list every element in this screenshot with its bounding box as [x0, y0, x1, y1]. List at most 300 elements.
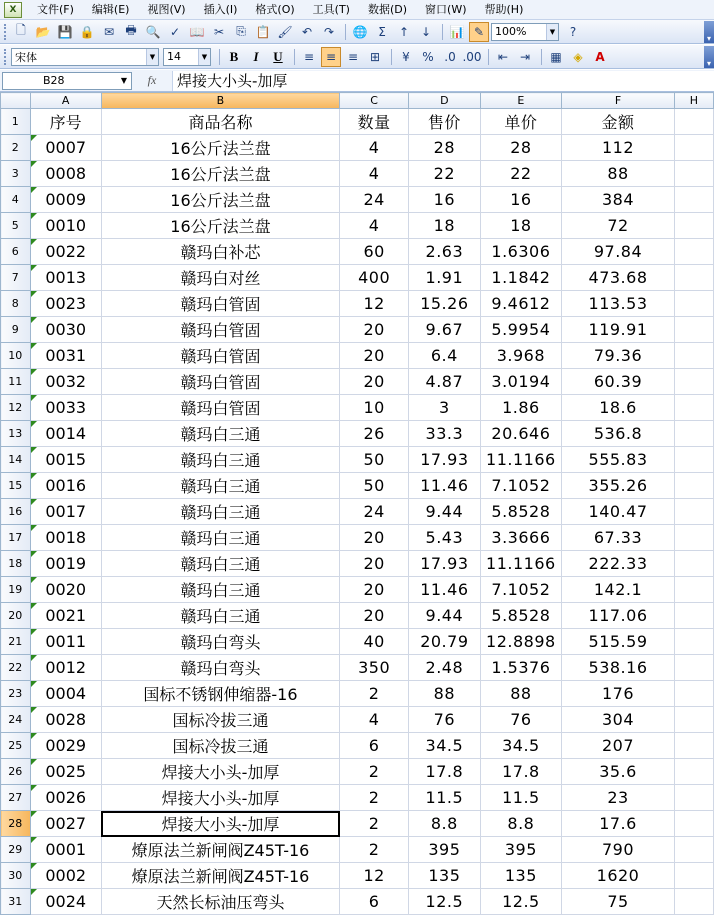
cell[interactable]: 0013: [30, 265, 101, 291]
cell[interactable]: 2.63: [409, 239, 480, 265]
cell[interactable]: 赣玛白三通: [101, 603, 339, 629]
cell[interactable]: 23: [562, 785, 675, 811]
cell[interactable]: 国标不锈钢伸缩器-16: [101, 681, 339, 707]
cell[interactable]: 135: [480, 863, 562, 889]
cell[interactable]: 0016: [30, 473, 101, 499]
cell[interactable]: 售价: [409, 109, 480, 135]
spelling-icon[interactable]: ✓: [169, 24, 181, 39]
cell[interactable]: 赣玛白三通: [101, 525, 339, 551]
cell[interactable]: [674, 187, 713, 213]
cell[interactable]: 20.79: [409, 629, 480, 655]
cell[interactable]: 15.26: [409, 291, 480, 317]
cell[interactable]: 20: [340, 369, 409, 395]
decrease-indent-icon[interactable]: ⇤: [497, 49, 509, 64]
toolbar-grip[interactable]: [4, 24, 7, 40]
cell[interactable]: 12.8898: [480, 629, 562, 655]
cell[interactable]: 0021: [30, 603, 101, 629]
cell[interactable]: 单价: [480, 109, 562, 135]
cell[interactable]: 0030: [30, 317, 101, 343]
cell[interactable]: [674, 343, 713, 369]
cell[interactable]: 97.84: [562, 239, 675, 265]
cell[interactable]: 6.4: [409, 343, 480, 369]
cell[interactable]: 79.36: [562, 343, 675, 369]
column-header[interactable]: E: [480, 93, 562, 109]
chevron-down-icon[interactable]: ▼: [198, 49, 210, 65]
cell[interactable]: 135: [409, 863, 480, 889]
row-header[interactable]: 27: [1, 785, 31, 811]
cell[interactable]: [674, 317, 713, 343]
cell[interactable]: 0020: [30, 577, 101, 603]
font-size-select[interactable]: [163, 48, 211, 66]
cell[interactable]: 18: [409, 213, 480, 239]
row-header[interactable]: 28: [1, 811, 31, 837]
cell[interactable]: 1.91: [409, 265, 480, 291]
cell[interactable]: 3: [409, 395, 480, 421]
excel-app-icon[interactable]: X: [4, 2, 22, 18]
cell[interactable]: 0008: [30, 161, 101, 187]
cell[interactable]: 0001: [30, 837, 101, 863]
cell[interactable]: 34.5: [409, 733, 480, 759]
print-icon[interactable]: 🖶: [125, 23, 137, 37]
cell[interactable]: [674, 733, 713, 759]
row-header[interactable]: 23: [1, 681, 31, 707]
redo-icon[interactable]: ↷: [323, 24, 335, 39]
cell[interactable]: 0025: [30, 759, 101, 785]
cell[interactable]: [674, 161, 713, 187]
italic-icon[interactable]: I: [253, 48, 259, 64]
cell[interactable]: 2.48: [409, 655, 480, 681]
cell[interactable]: 0009: [30, 187, 101, 213]
cell[interactable]: 20.646: [480, 421, 562, 447]
cell[interactable]: 17.93: [409, 447, 480, 473]
cell[interactable]: 140.47: [562, 499, 675, 525]
cell[interactable]: 2: [340, 837, 409, 863]
cell[interactable]: 1.6306: [480, 239, 562, 265]
row-header[interactable]: 19: [1, 577, 31, 603]
cell[interactable]: 395: [409, 837, 480, 863]
cell[interactable]: 11.46: [409, 473, 480, 499]
select-all-corner[interactable]: [1, 93, 31, 109]
cell[interactable]: 176: [562, 681, 675, 707]
cell[interactable]: 0010: [30, 213, 101, 239]
fill-color-icon[interactable]: ◈: [573, 49, 583, 64]
cell[interactable]: 117.06: [562, 603, 675, 629]
cell[interactable]: 0026: [30, 785, 101, 811]
cell[interactable]: 16公斤法兰盘: [101, 187, 339, 213]
cell[interactable]: 20: [340, 577, 409, 603]
zoom-select[interactable]: [491, 23, 559, 41]
row-header[interactable]: 20: [1, 603, 31, 629]
chart-wizard-icon[interactable]: 📊: [449, 24, 465, 39]
cell[interactable]: 0007: [30, 135, 101, 161]
cell[interactable]: [674, 291, 713, 317]
column-header[interactable]: H: [674, 93, 713, 109]
hyperlink-icon[interactable]: 🌐: [352, 24, 368, 39]
cell[interactable]: [674, 759, 713, 785]
cell[interactable]: 60.39: [562, 369, 675, 395]
cell[interactable]: 9.4612: [480, 291, 562, 317]
cell[interactable]: 国标冷拔三通: [101, 707, 339, 733]
cell[interactable]: 88: [480, 681, 562, 707]
cell[interactable]: 17.8: [480, 759, 562, 785]
bold-icon[interactable]: B: [229, 48, 239, 64]
menu-item[interactable]: 窗口(W): [425, 2, 467, 16]
cell[interactable]: 金额: [562, 109, 675, 135]
row-header[interactable]: 24: [1, 707, 31, 733]
cell[interactable]: 22: [480, 161, 562, 187]
cell[interactable]: 数量: [340, 109, 409, 135]
cell[interactable]: 536.8: [562, 421, 675, 447]
cell[interactable]: 4: [340, 707, 409, 733]
cell[interactable]: 4: [340, 135, 409, 161]
cell[interactable]: 0011: [30, 629, 101, 655]
cell[interactable]: 2: [340, 759, 409, 785]
menu-item[interactable]: 视图(V): [147, 2, 186, 16]
row-header[interactable]: 8: [1, 291, 31, 317]
cell[interactable]: [674, 629, 713, 655]
cell[interactable]: 4.87: [409, 369, 480, 395]
row-header[interactable]: 26: [1, 759, 31, 785]
cell[interactable]: [674, 785, 713, 811]
column-header[interactable]: F: [562, 93, 675, 109]
sort-descending-icon[interactable]: ↓: [420, 24, 432, 39]
cell[interactable]: 11.5: [480, 785, 562, 811]
cell[interactable]: 赣玛白管固: [101, 317, 339, 343]
cell[interactable]: 50: [340, 473, 409, 499]
cell[interactable]: 1.1842: [480, 265, 562, 291]
cell[interactable]: 赣玛白三通: [101, 551, 339, 577]
cell[interactable]: 燎原法兰新闸阀Z45T-16: [101, 863, 339, 889]
cell[interactable]: 3.968: [480, 343, 562, 369]
cell[interactable]: [674, 525, 713, 551]
cell[interactable]: [674, 421, 713, 447]
cell[interactable]: [674, 681, 713, 707]
cell[interactable]: 35.6: [562, 759, 675, 785]
insert-function-icon[interactable]: fx: [147, 73, 157, 87]
cell[interactable]: 焊接大小头-加厚: [101, 785, 339, 811]
align-right-icon[interactable]: ≡: [347, 49, 359, 64]
cell[interactable]: 5.8528: [480, 603, 562, 629]
cell[interactable]: 1.86: [480, 395, 562, 421]
row-header[interactable]: 4: [1, 187, 31, 213]
cell[interactable]: [674, 707, 713, 733]
cell[interactable]: [674, 135, 713, 161]
cell[interactable]: 75: [562, 889, 675, 915]
cell[interactable]: 16公斤法兰盘: [101, 135, 339, 161]
cell[interactable]: 焊接大小头-加厚: [101, 811, 339, 837]
cell[interactable]: 8.8: [480, 811, 562, 837]
cell[interactable]: 8.8: [409, 811, 480, 837]
row-header[interactable]: 21: [1, 629, 31, 655]
cell[interactable]: 76: [409, 707, 480, 733]
cell[interactable]: 88: [409, 681, 480, 707]
cell[interactable]: [674, 447, 713, 473]
cell[interactable]: 60: [340, 239, 409, 265]
cell[interactable]: 538.16: [562, 655, 675, 681]
cell[interactable]: 20: [340, 603, 409, 629]
cell[interactable]: 1.5376: [480, 655, 562, 681]
align-left-icon[interactable]: ≡: [303, 49, 315, 64]
row-header[interactable]: 29: [1, 837, 31, 863]
menu-item[interactable]: 帮助(H): [484, 2, 524, 16]
save-icon[interactable]: 💾: [57, 24, 73, 39]
cell[interactable]: 赣玛白补芯: [101, 239, 339, 265]
cell[interactable]: 0024: [30, 889, 101, 915]
cell[interactable]: 0031: [30, 343, 101, 369]
cell[interactable]: 72: [562, 213, 675, 239]
column-header[interactable]: A: [30, 93, 101, 109]
row-header[interactable]: 9: [1, 317, 31, 343]
cell[interactable]: 395: [480, 837, 562, 863]
cell[interactable]: 3.0194: [480, 369, 562, 395]
cell[interactable]: 序号: [30, 109, 101, 135]
cell[interactable]: 赣玛白弯头: [101, 629, 339, 655]
row-header[interactable]: 5: [1, 213, 31, 239]
undo-icon[interactable]: ↶: [301, 24, 313, 39]
cell[interactable]: [674, 863, 713, 889]
cell[interactable]: 33.3: [409, 421, 480, 447]
cell[interactable]: 40: [340, 629, 409, 655]
cell[interactable]: 赣玛白三通: [101, 421, 339, 447]
cell[interactable]: 赣玛白管固: [101, 291, 339, 317]
cell[interactable]: 26: [340, 421, 409, 447]
cell[interactable]: [674, 109, 713, 135]
cell[interactable]: 18: [480, 213, 562, 239]
row-header[interactable]: 6: [1, 239, 31, 265]
cell[interactable]: [674, 889, 713, 915]
row-header[interactable]: 10: [1, 343, 31, 369]
cell[interactable]: [674, 603, 713, 629]
cell[interactable]: 0002: [30, 863, 101, 889]
cell[interactable]: 67.33: [562, 525, 675, 551]
cell[interactable]: [674, 473, 713, 499]
cell[interactable]: 天然长标油压弯头: [101, 889, 339, 915]
cell[interactable]: 焊接大小头-加厚: [101, 759, 339, 785]
cell[interactable]: 10: [340, 395, 409, 421]
cell[interactable]: 11.5: [409, 785, 480, 811]
cell[interactable]: 9.44: [409, 603, 480, 629]
chevron-down-icon[interactable]: ▼: [120, 76, 128, 85]
cell[interactable]: 0028: [30, 707, 101, 733]
row-header[interactable]: 16: [1, 499, 31, 525]
currency-icon[interactable]: ¥: [402, 49, 410, 64]
cell[interactable]: 赣玛白三通: [101, 499, 339, 525]
cell[interactable]: 304: [562, 707, 675, 733]
cell[interactable]: 12: [340, 291, 409, 317]
cell[interactable]: 24: [340, 499, 409, 525]
cell[interactable]: 28: [409, 135, 480, 161]
cell[interactable]: 355.26: [562, 473, 675, 499]
cell[interactable]: 3.3666: [480, 525, 562, 551]
cell[interactable]: 9.44: [409, 499, 480, 525]
menu-item[interactable]: 编辑(E): [91, 2, 130, 16]
cell[interactable]: [674, 395, 713, 421]
cell[interactable]: 商品名称: [101, 109, 339, 135]
cell[interactable]: 赣玛白三通: [101, 577, 339, 603]
cell[interactable]: 20: [340, 343, 409, 369]
cell[interactable]: 2: [340, 811, 409, 837]
row-header[interactable]: 7: [1, 265, 31, 291]
paste-icon[interactable]: 📋: [255, 24, 271, 39]
cell[interactable]: 20: [340, 551, 409, 577]
cell[interactable]: 473.68: [562, 265, 675, 291]
cell[interactable]: [674, 811, 713, 837]
cell[interactable]: 0012: [30, 655, 101, 681]
menu-item[interactable]: 数据(D): [367, 2, 408, 16]
cell[interactable]: 0027: [30, 811, 101, 837]
cell[interactable]: 16公斤法兰盘: [101, 161, 339, 187]
cell[interactable]: 2: [340, 785, 409, 811]
cell[interactable]: 4: [340, 213, 409, 239]
cell[interactable]: 400: [340, 265, 409, 291]
cell[interactable]: [674, 655, 713, 681]
row-header[interactable]: 12: [1, 395, 31, 421]
row-header[interactable]: 11: [1, 369, 31, 395]
cell[interactable]: 12.5: [480, 889, 562, 915]
cell[interactable]: 0033: [30, 395, 101, 421]
cell[interactable]: 384: [562, 187, 675, 213]
cell[interactable]: 6: [340, 889, 409, 915]
open-folder-icon[interactable]: 📂: [35, 24, 51, 39]
cell[interactable]: 20: [340, 317, 409, 343]
row-header[interactable]: 17: [1, 525, 31, 551]
cell[interactable]: 赣玛白对丝: [101, 265, 339, 291]
cell[interactable]: 24: [340, 187, 409, 213]
research-icon[interactable]: 📖: [189, 24, 205, 39]
row-header[interactable]: 1: [1, 109, 31, 135]
cell[interactable]: 2: [340, 681, 409, 707]
toolbar-grip[interactable]: [4, 49, 7, 65]
decrease-decimal-icon[interactable]: .00: [462, 49, 482, 64]
cell[interactable]: 20: [340, 525, 409, 551]
row-header[interactable]: 3: [1, 161, 31, 187]
cell[interactable]: 0032: [30, 369, 101, 395]
cell[interactable]: [674, 239, 713, 265]
chevron-down-icon[interactable]: ▼: [146, 49, 158, 65]
align-center-icon[interactable]: ≡: [321, 47, 341, 67]
cell[interactable]: [674, 499, 713, 525]
cell[interactable]: 142.1: [562, 577, 675, 603]
toolbar-options-icon[interactable]: ▾: [704, 21, 714, 43]
row-header[interactable]: 2: [1, 135, 31, 161]
cell[interactable]: 0023: [30, 291, 101, 317]
cell[interactable]: 112: [562, 135, 675, 161]
cell[interactable]: 5.8528: [480, 499, 562, 525]
cell[interactable]: 16: [480, 187, 562, 213]
column-header[interactable]: C: [340, 93, 409, 109]
cell[interactable]: 119.91: [562, 317, 675, 343]
row-header[interactable]: 15: [1, 473, 31, 499]
cell[interactable]: 0004: [30, 681, 101, 707]
cell[interactable]: 16公斤法兰盘: [101, 213, 339, 239]
cell[interactable]: 7.1052: [480, 577, 562, 603]
row-header[interactable]: 22: [1, 655, 31, 681]
cell[interactable]: 16: [409, 187, 480, 213]
cell[interactable]: 0022: [30, 239, 101, 265]
menu-item[interactable]: 文件(F): [37, 2, 74, 16]
cell[interactable]: 11.1166: [480, 447, 562, 473]
cell[interactable]: 11.46: [409, 577, 480, 603]
row-header[interactable]: 18: [1, 551, 31, 577]
cell[interactable]: 17.8: [409, 759, 480, 785]
cell[interactable]: 7.1052: [480, 473, 562, 499]
menu-item[interactable]: 格式(O): [255, 2, 295, 16]
cell[interactable]: 赣玛白管固: [101, 395, 339, 421]
cell[interactable]: 28: [480, 135, 562, 161]
copy-icon[interactable]: ⎘: [236, 24, 246, 38]
name-box[interactable]: [2, 72, 132, 90]
cell[interactable]: 0014: [30, 421, 101, 447]
drawing-icon[interactable]: ✎: [469, 22, 489, 42]
cut-icon[interactable]: ✂: [213, 24, 225, 39]
cell[interactable]: 9.67: [409, 317, 480, 343]
cell[interactable]: 12: [340, 863, 409, 889]
print-preview-icon[interactable]: 🔍: [145, 24, 161, 39]
cell[interactable]: [674, 213, 713, 239]
email-icon[interactable]: ✉: [103, 24, 115, 39]
column-header[interactable]: B: [101, 93, 339, 109]
cell[interactable]: 34.5: [480, 733, 562, 759]
cell[interactable]: 12.5: [409, 889, 480, 915]
cell[interactable]: 赣玛白三通: [101, 473, 339, 499]
cell[interactable]: 赣玛白弯头: [101, 655, 339, 681]
cell[interactable]: [674, 369, 713, 395]
cell[interactable]: [674, 577, 713, 603]
cell[interactable]: 555.83: [562, 447, 675, 473]
cell[interactable]: 0029: [30, 733, 101, 759]
cell[interactable]: 1620: [562, 863, 675, 889]
cell[interactable]: 350: [340, 655, 409, 681]
merge-center-icon[interactable]: ⊞: [369, 49, 381, 64]
row-header[interactable]: 31: [1, 889, 31, 915]
row-header[interactable]: 13: [1, 421, 31, 447]
cell[interactable]: 17.93: [409, 551, 480, 577]
cell[interactable]: 0019: [30, 551, 101, 577]
cell[interactable]: 赣玛白三通: [101, 447, 339, 473]
borders-icon[interactable]: ▦: [550, 49, 562, 64]
chevron-down-icon[interactable]: ▼: [546, 24, 558, 40]
cell[interactable]: 790: [562, 837, 675, 863]
percent-button[interactable]: %: [422, 49, 434, 64]
cell[interactable]: 11.1166: [480, 551, 562, 577]
cell[interactable]: [674, 551, 713, 577]
cell[interactable]: 88: [562, 161, 675, 187]
cell[interactable]: 113.53: [562, 291, 675, 317]
column-header[interactable]: D: [409, 93, 480, 109]
cell[interactable]: 50: [340, 447, 409, 473]
sort-ascending-icon[interactable]: ↑: [398, 24, 410, 39]
help-icon[interactable]: ?: [569, 24, 577, 39]
menu-item[interactable]: 工具(T): [312, 2, 350, 16]
cell[interactable]: 17.6: [562, 811, 675, 837]
cell[interactable]: 5.43: [409, 525, 480, 551]
toolbar-options-icon[interactable]: ▾: [704, 46, 714, 68]
font-name-select[interactable]: [11, 48, 159, 66]
cell[interactable]: 0017: [30, 499, 101, 525]
cell[interactable]: 5.9954: [480, 317, 562, 343]
row-header[interactable]: 14: [1, 447, 31, 473]
cell[interactable]: 赣玛白管固: [101, 369, 339, 395]
cell[interactable]: 国标冷拔三通: [101, 733, 339, 759]
row-header[interactable]: 25: [1, 733, 31, 759]
cell[interactable]: 4: [340, 161, 409, 187]
cell[interactable]: 赣玛白管固: [101, 343, 339, 369]
formula-input[interactable]: 焊接大小头-加厚: [172, 71, 714, 91]
underline-icon[interactable]: U: [273, 48, 283, 64]
cell[interactable]: 0015: [30, 447, 101, 473]
increase-decimal-icon[interactable]: .0: [444, 49, 456, 64]
cell[interactable]: 6: [340, 733, 409, 759]
